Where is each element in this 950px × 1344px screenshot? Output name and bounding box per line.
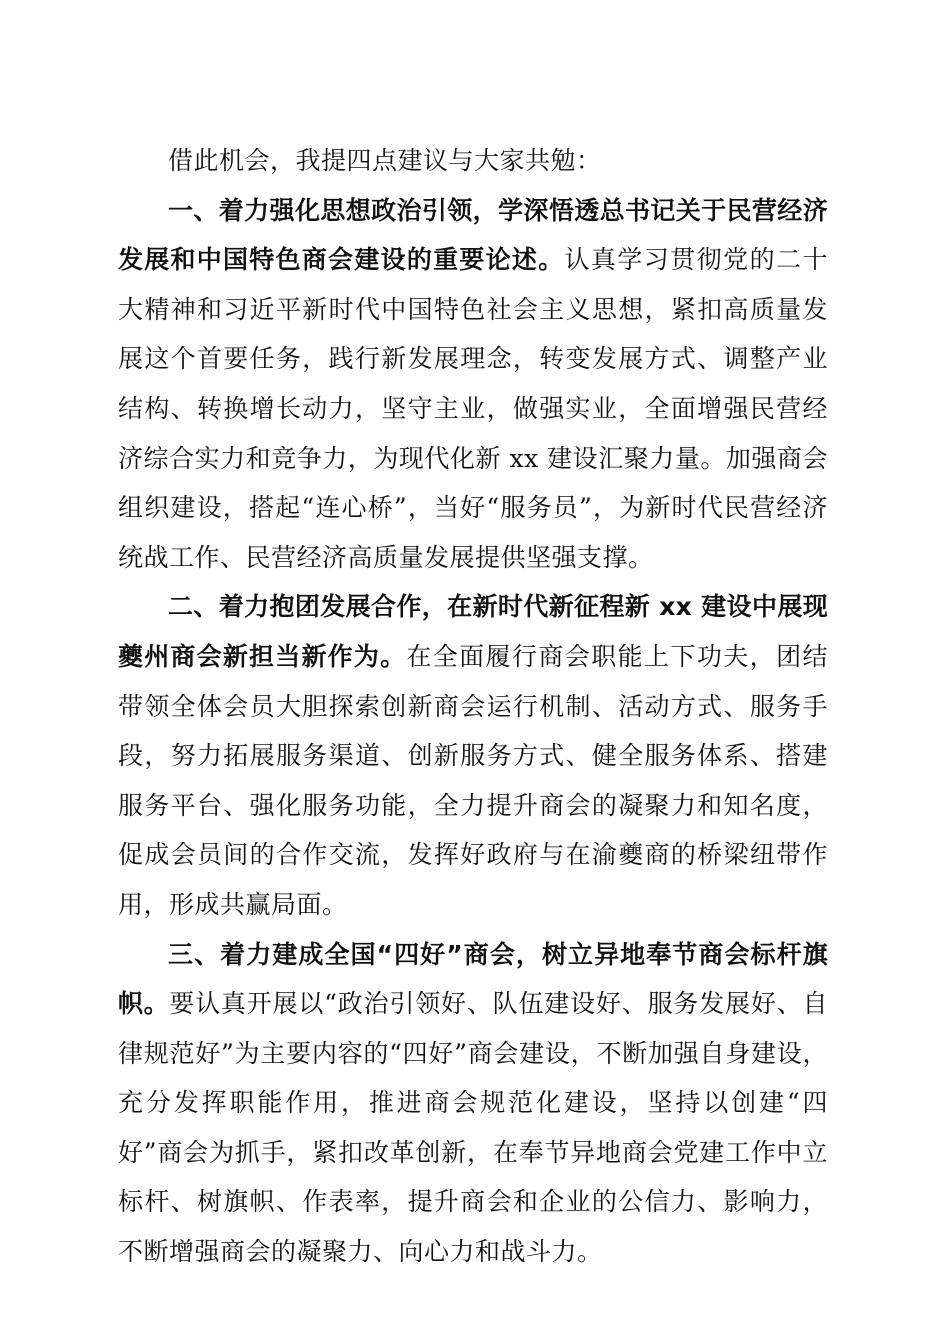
- section-3-body: 要认真开展以“政治引领好、队伍建设好、服务发展好、自律规范好”为主要内容的“四好”商会建设，不断加强自身建设，充分发挥职能作用，推进商会规范化建设，坚持以创建“四好”商会为抓手，紧扣改革创新，在奉节异地商会党建工作中立标杆、树旗帜、作表率，提升商会和企业的公信力、影响力，不断增强商会的凝聚力、向心力和战斗力。: [118, 989, 828, 1267]
- intro-text: 借此机会，我提四点建议与大家共勉：: [168, 146, 602, 175]
- document-body: [118, 136, 828, 1277]
- intro-paragraph: [118, 136, 828, 186]
- section-2-paragraph: [118, 582, 828, 929]
- section-1-paragraph: [118, 186, 828, 583]
- section-1-body: 认真学习贯彻党的二十大精神和习近平新时代中国特色社会主义思想，紧扣高质量发展这个首要任务，践行新发展理念，转变发展方式、调整产业结构、转换增长动力，坚守主业，做强实业，全面增强民营经济综合实力和竞争力，为现代化新 xx 建设汇聚力量。加强商会组织建设，搭起“连心桥”，当好“服务员”，为新时代民营经济统战工作、民营经济高质量发展提供坚强支撑。: [118, 245, 828, 572]
- section-3-heading: 三、着力建成全国“四好”商会，树立异地奉节商会标杆旗帜。: [118, 939, 828, 1019]
- section-2-heading: 二、着力抱团发展合作，在新时代新征程新 xx 建设中展现夔州商会新担当新作为。: [118, 592, 828, 671]
- section-2-body: 在全面履行商会职能上下功夫，团结带领全体会员大胆探索创新商会运行机制、活动方式、服务手段，努力拓展服务渠道、创新服务方式、健全服务体系、搭建服务平台、强化服务功能，全力提升商会的凝聚力和知名度，促成会员间的合作交流，发挥好政府与在渝夔商的桥梁纽带作用，形成共赢局面。: [118, 641, 828, 919]
- section-1-heading: 一、着力强化思想政治引领，学深悟透总书记关于民营经济发展和中国特色商会建设的重要论述。: [118, 195, 828, 275]
- section-3-paragraph: [118, 930, 828, 1277]
